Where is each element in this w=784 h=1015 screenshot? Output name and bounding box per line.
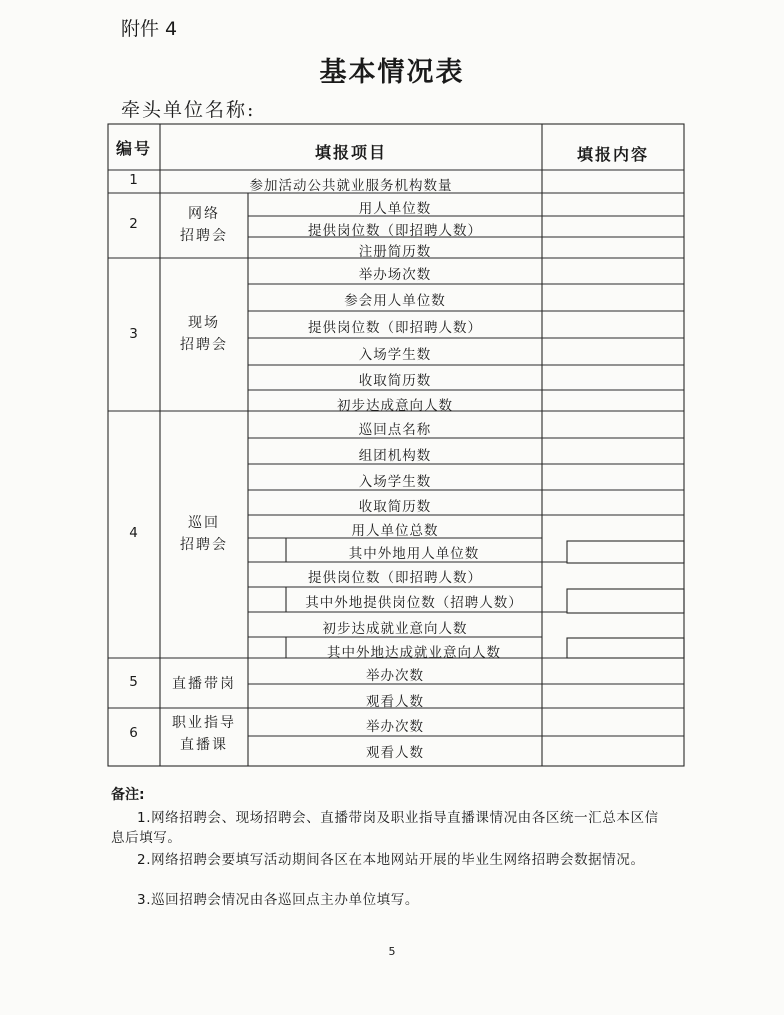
item-label: 初步达成意向人数 bbox=[337, 398, 453, 414]
item-label: 入场学生数 bbox=[358, 347, 432, 363]
header-number: 编号 bbox=[115, 139, 152, 158]
page-title: 基本情况表 bbox=[319, 57, 465, 88]
item-label: 注册简历数 bbox=[358, 244, 432, 260]
item-label: 举办次数 bbox=[366, 719, 424, 735]
group-name: 现场 招聘会 bbox=[180, 315, 228, 353]
note-item: 3.巡回招聘会情况由各巡回点主办单位填写。 bbox=[137, 892, 419, 908]
item-label: 举办场次数 bbox=[358, 267, 432, 283]
group-name: 直播带岗 bbox=[172, 676, 236, 692]
page-number: 5 bbox=[388, 945, 396, 958]
group-name: 网络 招聘会 bbox=[180, 206, 228, 244]
note-item: 1.网络招聘会、现场招聘会、直播带岗及职业指导直播课情况由各区统一汇总本区信息后填写。 bbox=[111, 810, 659, 846]
item-label: 收取简历数 bbox=[358, 373, 432, 389]
header-content: 填报内容 bbox=[576, 145, 649, 164]
item-label: 观看人数 bbox=[366, 694, 424, 710]
attachment-label: 附件 4 bbox=[121, 18, 178, 40]
row-number: 5 bbox=[129, 674, 139, 690]
item-label: 初步达成就业意向人数 bbox=[322, 621, 468, 637]
group-name: 职业指导 直播课 bbox=[172, 715, 236, 753]
item-label: 参加活动公共就业服务机构数量 bbox=[249, 178, 453, 194]
row-number: 1 bbox=[129, 172, 139, 188]
item-label: 巡回点名称 bbox=[358, 422, 432, 438]
row-number: 3 bbox=[129, 326, 139, 342]
row-number: 4 bbox=[129, 525, 139, 541]
item-label: 举办次数 bbox=[366, 668, 424, 684]
item-label: 提供岗位数（即招聘人数） bbox=[308, 223, 482, 239]
item-label: 观看人数 bbox=[366, 745, 424, 761]
item-label: 提供岗位数（即招聘人数） bbox=[308, 570, 482, 586]
item-label: 入场学生数 bbox=[358, 474, 432, 490]
note-item: 2.网络招聘会要填写活动期间各区在本地网站开展的毕业生网络招聘会数据情况。 bbox=[137, 852, 645, 868]
notes-title: 备注: bbox=[111, 787, 145, 803]
row-number: 6 bbox=[129, 725, 139, 741]
item-label: 用人单位数 bbox=[358, 201, 432, 217]
item-label: 参会用人单位数 bbox=[344, 293, 446, 309]
item-label: 其中外地用人单位数 bbox=[348, 546, 480, 562]
item-label: 收取简历数 bbox=[358, 499, 432, 515]
lead-unit-label: 牵头单位名称: bbox=[121, 99, 256, 121]
group-name: 巡回 招聘会 bbox=[180, 515, 228, 553]
row-number: 2 bbox=[129, 216, 139, 232]
item-label: 组团机构数 bbox=[358, 448, 432, 464]
header-item: 填报项目 bbox=[314, 143, 387, 162]
item-label: 其中外地提供岗位数（招聘人数） bbox=[305, 595, 523, 611]
item-label: 其中外地达成就业意向人数 bbox=[327, 645, 501, 661]
item-label: 提供岗位数（即招聘人数） bbox=[308, 320, 482, 336]
item-label: 用人单位总数 bbox=[351, 523, 439, 539]
